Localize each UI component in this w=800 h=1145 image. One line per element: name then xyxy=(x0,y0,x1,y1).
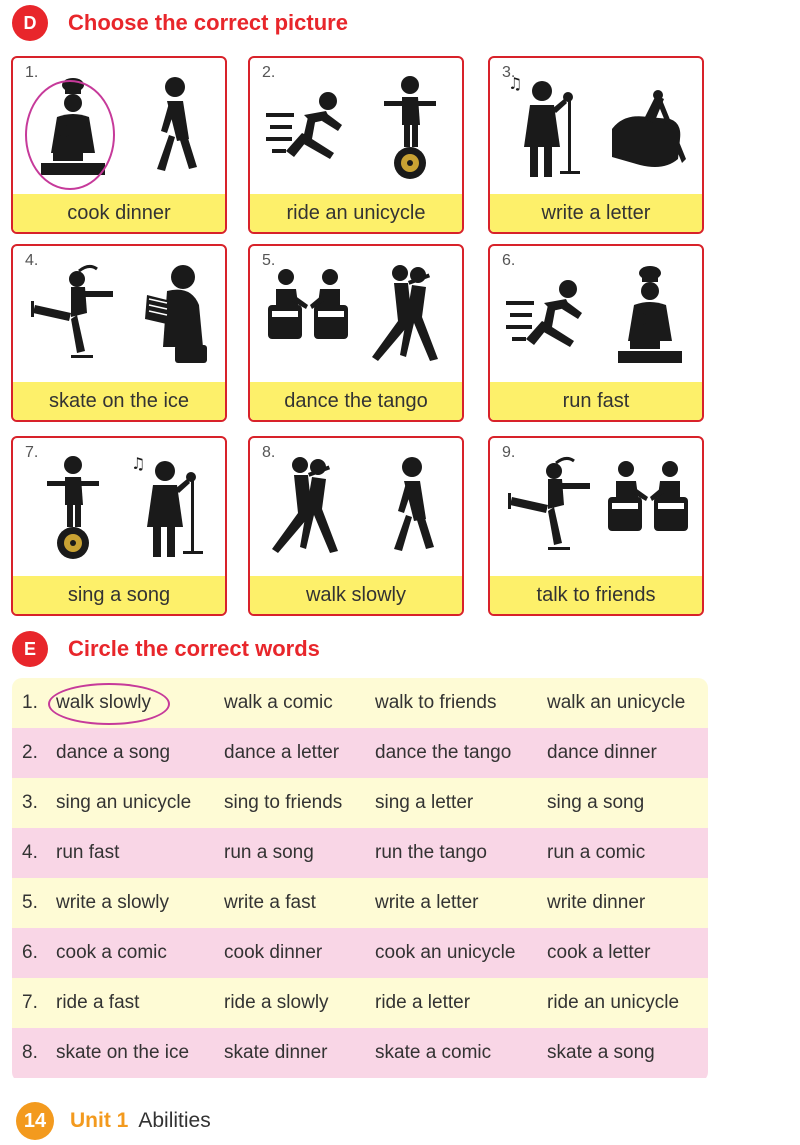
answer-circle xyxy=(48,683,170,725)
person-reading-icon[interactable] xyxy=(127,256,219,376)
table-row xyxy=(12,1028,708,1078)
picture-card xyxy=(248,436,464,616)
card-caption: ride an unicycle xyxy=(250,194,462,232)
table-row xyxy=(12,678,708,728)
ice-skater-icon[interactable] xyxy=(504,448,596,568)
word-option[interactable]: write a fast xyxy=(224,892,316,913)
section-e-badge: E xyxy=(12,631,48,667)
word-option[interactable]: dance dinner xyxy=(547,742,657,763)
row-number: 8. xyxy=(22,1042,38,1063)
person-walking-icon[interactable] xyxy=(364,448,456,568)
picture-card xyxy=(11,56,227,234)
section-d-badge: D xyxy=(12,5,48,41)
table-row xyxy=(12,728,708,778)
word-option[interactable]: cook a comic xyxy=(56,942,167,963)
svg-text:♫: ♫ xyxy=(508,74,523,93)
word-option[interactable]: run the tango xyxy=(375,842,487,863)
word-option[interactable]: dance the tango xyxy=(375,742,512,763)
page-footer xyxy=(16,1102,211,1140)
row-number: 7. xyxy=(22,992,38,1013)
table-row xyxy=(12,978,708,1028)
couple-dancing-icon[interactable] xyxy=(264,448,356,568)
word-option[interactable]: skate dinner xyxy=(224,1042,328,1063)
table-row xyxy=(12,928,708,978)
row-number: 2. xyxy=(22,742,38,763)
card-caption: walk slowly xyxy=(250,576,462,614)
word-option[interactable]: skate a comic xyxy=(375,1042,492,1063)
word-option[interactable]: ride a letter xyxy=(375,992,471,1013)
word-option[interactable]: walk a comic xyxy=(224,692,333,713)
picture-card xyxy=(488,56,704,234)
table-row xyxy=(12,878,708,928)
answer-circle xyxy=(25,80,115,190)
svg-text:♫: ♫ xyxy=(131,454,146,473)
picture-card xyxy=(248,244,464,422)
word-option[interactable]: dance a song xyxy=(56,742,171,763)
section-e-title: Circle the correct words xyxy=(68,636,320,661)
card-number: 9. xyxy=(502,444,516,461)
word-option[interactable]: sing an unicycle xyxy=(56,792,192,813)
section-e-header xyxy=(12,631,320,667)
row-number: 3. xyxy=(22,792,38,813)
word-option[interactable]: sing to friends xyxy=(224,792,343,813)
card-caption: skate on the ice xyxy=(13,382,225,420)
word-option[interactable]: write a letter xyxy=(375,892,479,913)
row-number: 6. xyxy=(22,942,38,963)
table-row xyxy=(12,828,708,878)
word-option[interactable]: walk slowly xyxy=(56,692,152,713)
card-number: 1. xyxy=(25,64,39,81)
picture-card xyxy=(248,56,464,234)
couple-dancing-icon[interactable] xyxy=(364,256,456,376)
person-unicycle-icon[interactable] xyxy=(27,448,119,568)
word-option[interactable]: skate a song xyxy=(547,1042,655,1063)
card-caption: cook dinner xyxy=(13,194,225,232)
word-option[interactable]: sing a letter xyxy=(375,792,474,813)
word-option[interactable]: walk an unicycle xyxy=(547,692,686,713)
person-walking-icon[interactable] xyxy=(127,68,219,188)
section-d-title: Choose the correct picture xyxy=(68,10,348,35)
word-option[interactable]: walk to friends xyxy=(375,692,497,713)
row-number: 4. xyxy=(22,842,38,863)
word-option[interactable]: write a slowly xyxy=(56,892,169,913)
person-running-icon[interactable] xyxy=(264,68,356,188)
unit-title: Abilities xyxy=(138,1109,211,1132)
hand-writing-icon[interactable] xyxy=(604,68,696,188)
card-caption: dance the tango xyxy=(250,382,462,420)
card-caption: run fast xyxy=(490,382,702,420)
person-singing-icon[interactable] xyxy=(127,448,219,568)
card-number: 8. xyxy=(262,444,276,461)
picture-card xyxy=(488,436,704,616)
page-number: 14 xyxy=(16,1102,54,1140)
word-option[interactable]: write dinner xyxy=(547,892,646,913)
card-number: 7. xyxy=(25,444,39,461)
people-talking-icon[interactable] xyxy=(604,448,696,568)
circle-words-table xyxy=(12,678,708,1082)
word-option[interactable]: ride an unicycle xyxy=(547,992,680,1013)
card-caption: talk to friends xyxy=(490,576,702,614)
picture-card xyxy=(11,436,227,616)
word-option[interactable]: cook dinner xyxy=(224,942,323,963)
row-number: 1. xyxy=(22,692,38,713)
unit-label: Unit 1 xyxy=(70,1109,129,1132)
picture-card xyxy=(488,244,704,422)
picture-cards-grid xyxy=(11,56,709,616)
word-option[interactable]: run a song xyxy=(224,842,314,863)
card-number: 2. xyxy=(262,64,276,81)
table-row xyxy=(12,778,708,828)
word-option[interactable]: sing a song xyxy=(547,792,645,813)
word-option[interactable]: cook an unicycle xyxy=(375,942,516,963)
word-option[interactable]: ride a slowly xyxy=(224,992,329,1013)
chef-cooking-icon[interactable] xyxy=(604,256,696,376)
person-unicycle-icon[interactable] xyxy=(364,68,456,188)
card-number: 6. xyxy=(502,252,516,269)
word-option[interactable]: ride a fast xyxy=(56,992,140,1013)
card-number: 5. xyxy=(262,252,276,269)
word-option[interactable]: run fast xyxy=(56,842,120,863)
ice-skater-icon[interactable] xyxy=(27,256,119,376)
person-singing-icon[interactable] xyxy=(504,68,596,188)
person-running-icon[interactable] xyxy=(504,256,596,376)
section-d-header xyxy=(12,5,348,41)
card-caption: sing a song xyxy=(13,576,225,614)
picture-card xyxy=(11,244,227,422)
word-option[interactable]: run a comic xyxy=(547,842,646,863)
card-number: 3. xyxy=(502,64,516,81)
word-option[interactable]: skate on the ice xyxy=(56,1042,190,1063)
card-caption: write a letter xyxy=(490,194,702,232)
word-option[interactable]: dance a letter xyxy=(224,742,340,763)
row-number: 5. xyxy=(22,892,38,913)
people-talking-icon[interactable] xyxy=(264,256,356,376)
word-option[interactable]: cook a letter xyxy=(547,942,651,963)
card-number: 4. xyxy=(25,252,39,269)
